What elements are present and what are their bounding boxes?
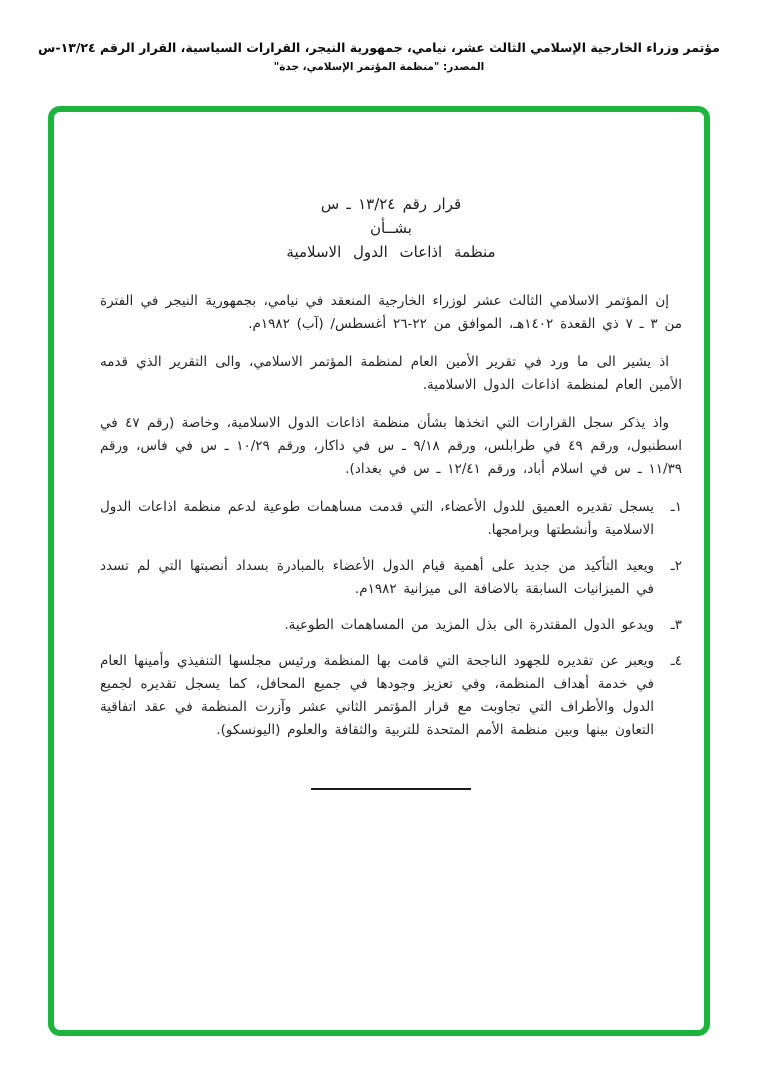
header-title: مؤتمر وزراء الخارجية الإسلامي الثالث عشر، نيامي، جمهورية النيجر، القرارات السياسية، القرار الرقم ١٣/٢٤-س (38, 40, 720, 55)
organization-name-title: منظمة اذاعات الدول الاسلامية (286, 243, 496, 261)
item-number: ٤ـ (670, 653, 682, 669)
preamble-paragraph: إن المؤتمر الاسلامي الثالث عشر لوزراء الخارجية المنعقد في نيامي، بجمهورية النيجر في الفترة من ٣ ـ ٧ ذي القعدة ١٤٠٢هـ، الموافق من ٢٢-٢٦ أغسطس/ (آب) ١٩٨٢م. (100, 293, 682, 332)
document-frame (48, 106, 710, 1036)
resolution-item (100, 555, 682, 601)
item-number: ٢ـ (670, 558, 682, 574)
item-text: ويعيد التأكيد من جديد على أهمية قيام الدول الأعضاء بالمبادرة بسداد أنصبتها التي لم تسدد في الميزانيات السابقة بالاضافة الى ميزانية ١٩٨٢م. (100, 558, 654, 597)
subject-label: بشــأن (370, 219, 412, 237)
resolution-item (100, 650, 682, 742)
resolution-item (100, 496, 682, 542)
item-number: ٣ـ (670, 617, 682, 633)
item-text: ويدعو الدول المقتدرة الى بذل المزيد من المساهمات الطوعية. (284, 617, 654, 633)
preamble-paragraph: واذ يذكر سجل القرارات التي اتخذها بشأن منظمة اذاعات الدول الاسلامية، وخاصة (رقم ٤٧ في اسطنبول، ورقم ٤٩ في طرابلس، ورقم ٩/١٨ ـ س في داكار، ورقم ١٠/٢٩ ـ س في فاس، ورقم ١١/٣٩ ـ س في اسلام أباد، ورقم ١٢/٤١ ـ س في بغداد). (100, 415, 683, 477)
page-header (0, 0, 758, 73)
item-text: يسجل تقديره العميق للدول الأعضاء، التي قدمت مساهمات طوعية لدعم منظمة اذاعات الدول الاسلامية وأنشطتها وبرامجها. (100, 499, 654, 538)
preamble-paragraph: اذ يشير الى ما ورد في تقرير الأمين العام لمنظمة المؤتمر الاسلامي، والى التقرير الذي قدمه الأمين العام لمنظمة اذاعات الدول الاسلامية. (100, 354, 682, 393)
title-block (100, 192, 682, 264)
resolution-number-title: قرار رقم ١٣/٢٤ ـ س (320, 195, 462, 213)
end-divider (311, 788, 471, 790)
item-text: ويعبر عن تقديره للجهود الناجحة التي قامت بها المنظمة ورئيس مجلسها التنفيذي وأمينها العام في خدمة أهداف المنظمة، وفي تعزيز وجودها في جميع المحافل، كما يسجل تقديره لجميع الدول والأطراف التي تجاوبت مع قرار المؤتمر الثاني عشر وآزرت المنظمة في عقد اتفاقية التعاون بينها وبين منظمة الأمم المتحدة للتربية والثقافة والعلوم (اليونسكو). (100, 653, 654, 738)
header-source: المصدر: "منظمة المؤتمر الإسلامي، جدة" (273, 61, 485, 73)
resolution-item (100, 614, 682, 637)
item-number: ١ـ (670, 499, 682, 515)
document-body (100, 192, 682, 790)
resolution-items (100, 496, 682, 742)
